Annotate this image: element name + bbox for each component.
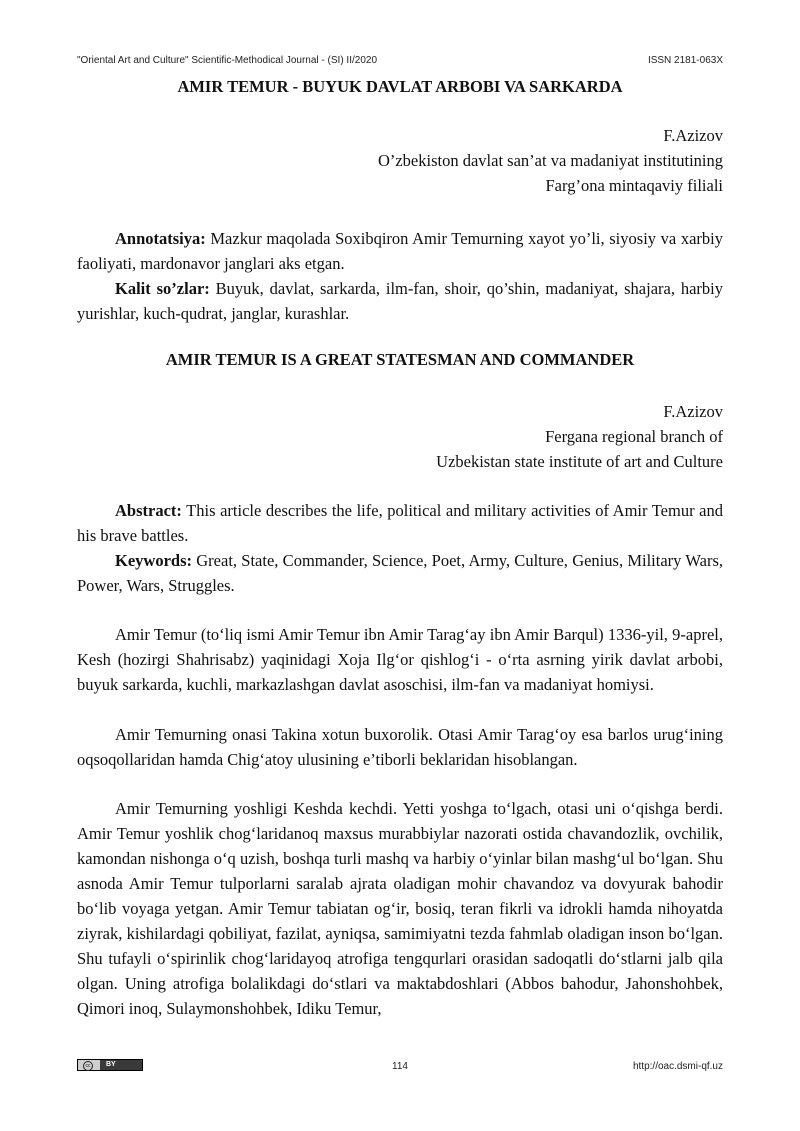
creative-commons-icon: cc bbox=[83, 1061, 93, 1071]
keywords-label-uz: Kalit so’zlar: bbox=[115, 279, 210, 298]
body-paragraph: Amir Temur (to‘liq ismi Amir Temur ibn Amir Tarag‘ay ibn Amir Barqul) 1336-yil, 9-aprel, Kesh (hozirgi Shahrisabz) yaqinidagi Xoja Ilg‘or qishlog‘i - o‘rta asrning yirik davlat arbobi, buyuk sarkarda, kuchli, markazlashgan davlat asoschisi, ilm-fan va madaniyat homiysi. bbox=[77, 625, 723, 694]
body-paragraph: Amir Temurning yoshligi Keshda kechdi. Yetti yoshga to‘lgach, otasi uni o‘qishga berdi. Amir Temur yoshlik chog‘laridanoq maxsus murabbiylar nazorati ostida chavandozlik, ovchilik, kamondan nishonga o‘q uzish, boshqa turli mashq va harbiy o‘yinlar bilan mashg‘ul bo‘lgan. Shu asnoda Amir Temur tulporlarni saralab ajrata oladigan mohir chavandoz va dovyurak bahodir bo‘lib voyaga yetgan. Amir Temur tabiatan og‘ir, bosiq, teran fikrli va idrokli hamda nihoyatda ziyrak, kishilardagi qobiliyat, fazilat, ayniqsa, samimiyatni tezda fahmlab oladigan inson bo‘lgan. Shu tufayli o‘spirinlik chog‘laridayoq atrofiga tengqurlari orasidan sadoqatli do‘stlarni jalb qila olgan. Uning atrofiga bolalikdagi do‘stlari va maktabdoshlari (Abbos bahodur, Jahonshohbek, Qimori inoq, Sulaymonshohbek, Idiku Temur, bbox=[77, 799, 723, 1018]
author-affiliation-line: Uzbekistan state institute of art and Culture bbox=[436, 452, 723, 471]
annotation-paragraph bbox=[77, 226, 723, 276]
author-name: F.Azizov bbox=[663, 402, 723, 421]
author-affiliation-line: Farg’ona mintaqaviy filiali bbox=[545, 176, 723, 195]
issn-label: ISSN 2181-063X bbox=[647, 55, 723, 66]
keywords-label-en: Keywords: bbox=[115, 551, 192, 570]
keywords-text-en: Great, State, Commander, Science, Poet, Army, Culture, Genius, Military Wars, Power, Wars, Struggles. bbox=[77, 551, 723, 595]
annotation-text: Mazkur maqolada Soxibqiron Amir Temurning xayot yo’li, siyosiy va xarbiy faoliyati, mardonavor janglari aks etgan. bbox=[77, 229, 723, 273]
author-affiliation-line: Fergana regional branch of bbox=[545, 427, 723, 446]
annotation-label: Annotatsiya: bbox=[115, 229, 206, 248]
license-badge-label: BY bbox=[106, 1061, 116, 1068]
cc-by-license-badge[interactable] bbox=[77, 1059, 143, 1071]
body-paragraph: Amir Temurning onasi Takina xotun buxorolik. Otasi Amir Tarag‘oy esa barlos urug‘ining oqsoqollaridan hamda Chig‘atoy ulusining e’tiborli beklaridan hisoblangan. bbox=[77, 725, 723, 769]
keywords-paragraph-uz bbox=[77, 276, 723, 326]
keywords-text-uz: Buyuk, davlat, sarkarda, ilm-fan, shoir, qo’shin, madaniyat, shajara, harbiy yurishlar, kuch-qudrat, janglar, kurashlar. bbox=[77, 279, 724, 323]
page-number: 114 bbox=[392, 1061, 408, 1072]
journal-header: "Oriental Art and Culture" Scientific-Methodical Journal - (SI) II/2020 bbox=[77, 55, 378, 66]
abstract-paragraph bbox=[77, 498, 723, 548]
article-title-uz: AMIR TEMUR - BUYUK DAVLAT ARBOBI VA SARKARDA bbox=[177, 77, 623, 96]
keywords-paragraph-en bbox=[77, 548, 723, 598]
article-title-en: AMIR TEMUR IS A GREAT STATESMAN AND COMMANDER bbox=[165, 350, 635, 369]
abstract-label: Abstract: bbox=[115, 501, 182, 520]
author-block-uz bbox=[77, 123, 723, 198]
author-affiliation-line: O’zbekiston davlat san’at va madaniyat institutining bbox=[377, 151, 723, 170]
journal-url-link[interactable]: http://oac.dsmi-qf.uz bbox=[632, 1061, 723, 1072]
abstract-text: This article describes the life, political and military activities of Amir Temur and his brave battles. bbox=[77, 501, 723, 545]
author-name: F.Azizov bbox=[663, 126, 723, 145]
author-block-en bbox=[77, 399, 723, 474]
